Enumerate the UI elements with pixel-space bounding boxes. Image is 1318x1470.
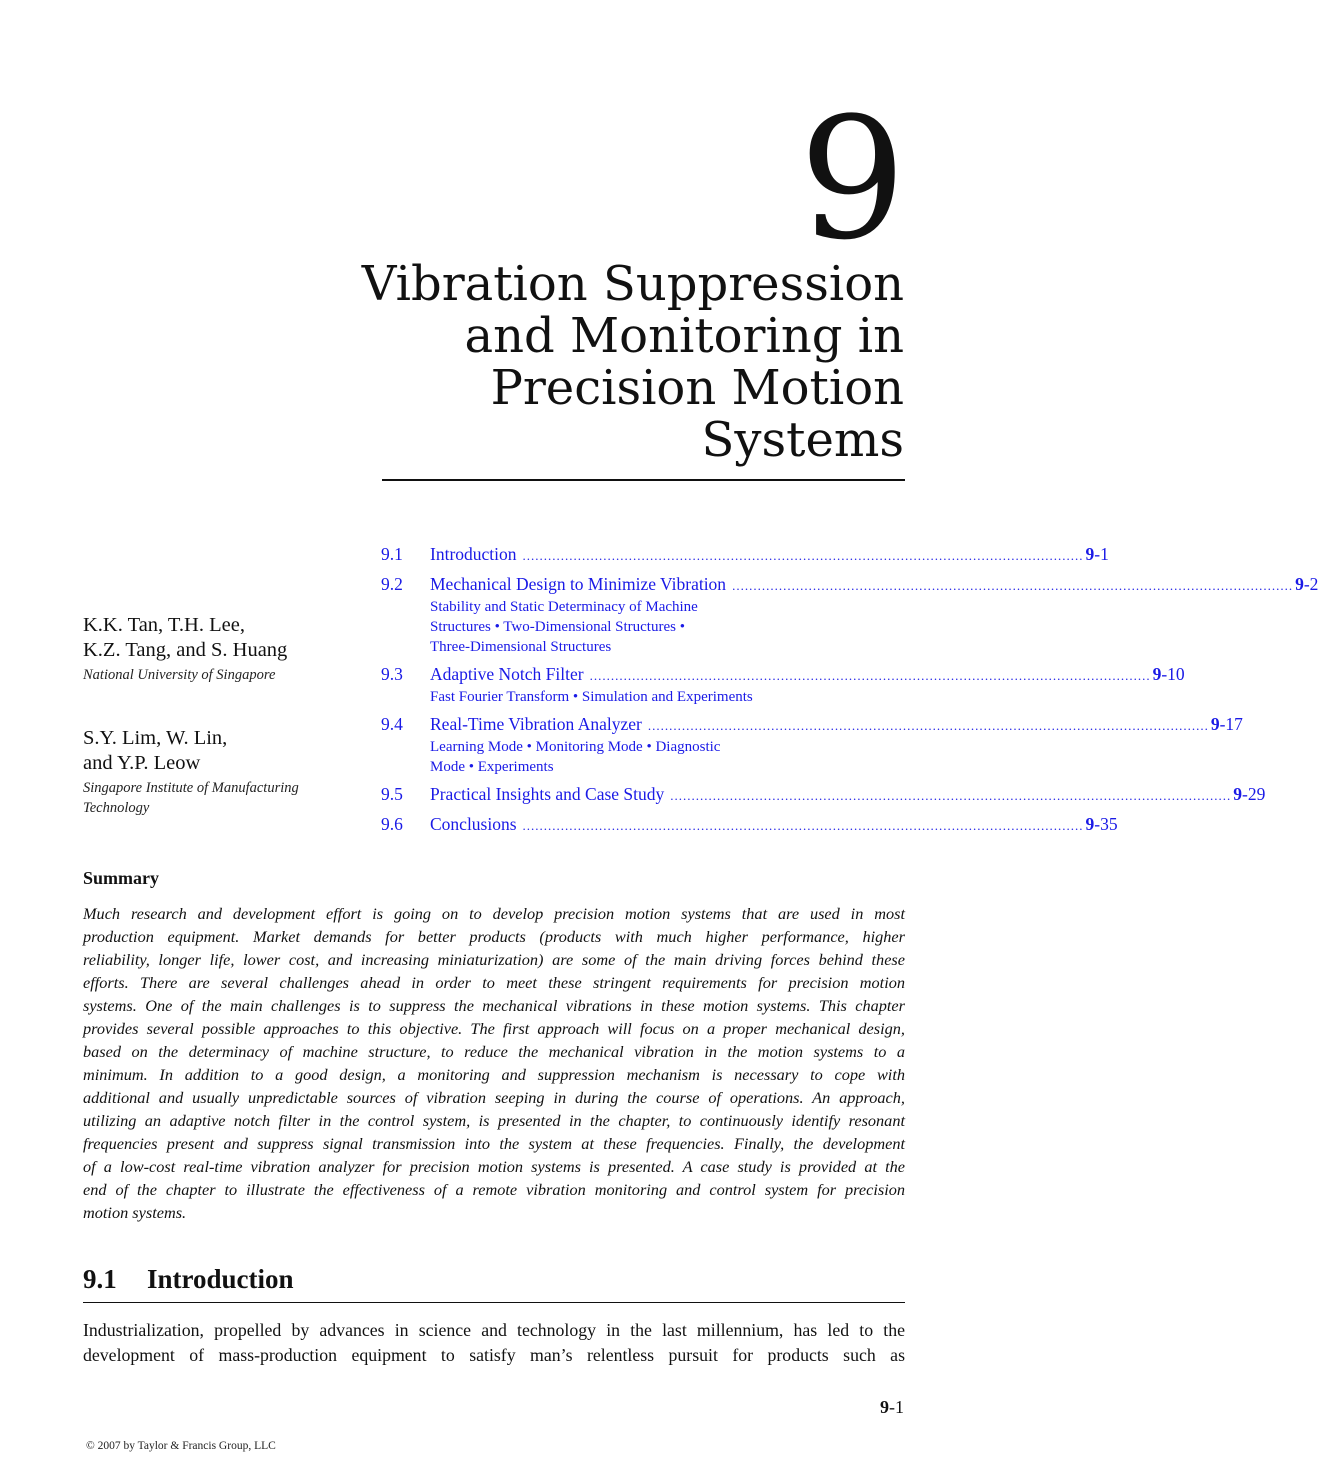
body-line: development of mass-production equipment to satisfy man’s relentless pursuit for products such as	[83, 1345, 905, 1365]
toc-leader: ....................................................................................................................................	[522, 818, 1084, 833]
toc-entry[interactable]	[381, 713, 1243, 777]
toc-number: 9.6	[381, 814, 403, 834]
toc-subsections[interactable]	[430, 687, 850, 707]
author-block	[83, 726, 383, 818]
toc-subsection-line[interactable]: Mode • Experiments	[430, 759, 554, 775]
chapter-title	[344, 258, 904, 466]
author-names	[83, 613, 383, 663]
toc-page[interactable]: 9-35	[1085, 814, 1118, 834]
author-names	[83, 726, 383, 776]
toc-entry[interactable]	[381, 663, 1185, 707]
toc-link[interactable]: Conclusions	[430, 814, 517, 834]
summary-line: provides several possible approaches to this objective. The first approach will focus on a proper mechanical design,	[83, 1019, 905, 1038]
toc-page[interactable]: 9-2	[1295, 574, 1318, 594]
chapter-title-line: Precision Motion	[490, 360, 904, 416]
toc-number: 9.2	[381, 574, 403, 594]
toc-link[interactable]: Real-Time Vibration Analyzer	[430, 714, 642, 734]
summary-line: minimum. In addition to a good design, a monitoring and suppression mechanism is necessary to cope with	[83, 1065, 905, 1084]
toc-link[interactable]: Practical Insights and Case Study	[430, 784, 665, 804]
copyright-notice: © 2007 by Taylor & Francis Group, LLC	[86, 1440, 276, 1452]
summary-line: utilizing an adaptive notch filter in the control system, is presented in the chapter, to continuously identify resonant	[83, 1111, 905, 1130]
toc-leader: ....................................................................................................................................	[522, 548, 1084, 563]
section-rule	[83, 1302, 905, 1303]
toc-page[interactable]: 9-17	[1210, 714, 1243, 734]
toc-link[interactable]: Adaptive Notch Filter	[430, 664, 584, 684]
author-names-line: and Y.P. Leow	[83, 752, 201, 774]
summary-line: systems. One of the main challenges is to suppress the mechanical vibrations in these motion systems. This chapter	[83, 996, 905, 1015]
toc-subsections[interactable]	[430, 737, 790, 777]
toc-leader: ....................................................................................................................................	[647, 718, 1209, 733]
summary-line: production equipment. Market demands for better products (products with much higher performance, higher	[83, 927, 905, 946]
chapter-title-line: and Monitoring in	[464, 308, 904, 364]
toc-subsection-line[interactable]: Fast Fourier Transform • Simulation and Experiments	[430, 689, 753, 705]
toc-link[interactable]: Introduction	[430, 544, 517, 564]
summary-line: based on the determinacy of machine structure, to reduce the mechanical vibration in the motion systems to a	[83, 1042, 905, 1061]
summary-line: additional and usually unpredictable sources of vibration seeping in during the course of operations. An approach,	[83, 1088, 905, 1107]
author-affiliation	[83, 778, 383, 818]
summary-text	[83, 902, 905, 1224]
chapter-title-line: Systems	[701, 412, 904, 468]
summary-line: frequencies present and suppress signal transmission into the system at these frequencies. Finally, the development	[83, 1134, 905, 1153]
affiliation-line: National University of Singapore	[83, 667, 276, 683]
table-of-contents	[381, 543, 1318, 843]
toc-subsection-line[interactable]: Stability and Static Determinacy of Machine	[430, 599, 698, 615]
toc-page[interactable]: 9-29	[1233, 784, 1266, 804]
author-names-line: K.K. Tan, T.H. Lee,	[83, 614, 245, 636]
section-body	[83, 1318, 905, 1368]
author-names-line: S.Y. Lim, W. Lin,	[83, 727, 228, 749]
summary-heading: Summary	[83, 868, 159, 888]
toc-subsections[interactable]	[430, 597, 790, 657]
toc-number: 9.4	[381, 714, 403, 734]
summary-line: efforts. There are several challenges ahead in order to meet these stringent requirements for precision motion	[83, 973, 905, 992]
toc-leader: ....................................................................................................................................	[589, 668, 1151, 683]
author-affiliation	[83, 665, 383, 685]
toc-entry[interactable]	[381, 783, 1266, 807]
body-line: Industrialization, propelled by advances in science and technology in the last millennium, has led to the	[83, 1320, 905, 1340]
summary-line: reliability, longer life, lower cost, and increasing miniaturization) are some of the main driving forces behind these	[83, 950, 905, 969]
toc-entry[interactable]	[381, 543, 1109, 567]
summary-line: of a low-cost real-time vibration analyzer for precision motion systems is presented. A case study is provided at the	[83, 1157, 905, 1176]
toc-subsection-line[interactable]: Three-Dimensional Structures	[430, 639, 612, 655]
toc-link[interactable]: Mechanical Design to Minimize Vibration	[430, 574, 727, 594]
toc-leader: ....................................................................................................................................	[670, 788, 1232, 803]
section-title: Introduction	[147, 1264, 294, 1294]
toc-number: 9.1	[381, 544, 403, 564]
author-names-line: K.Z. Tang, and S. Huang	[83, 639, 288, 661]
toc-entry[interactable]	[381, 813, 1118, 837]
summary-line: end of the chapter to illustrate the effectiveness of a remote vibration monitoring and control system for precision	[83, 1180, 905, 1199]
toc-page[interactable]: 9-1	[1085, 544, 1109, 564]
toc-leader: ....................................................................................................................................	[732, 578, 1294, 593]
toc-subsection-line[interactable]: Structures • Two-Dimensional Structures •	[430, 619, 685, 635]
page-number: 9-1	[880, 1397, 904, 1417]
chapter-title-line: Vibration Suppression	[361, 256, 904, 312]
author-block	[83, 613, 383, 685]
chapter-number: 9	[799, 81, 902, 277]
section-number: 9.1	[83, 1264, 117, 1294]
affiliation-line: Technology	[83, 800, 150, 816]
section-heading	[83, 1264, 294, 1295]
summary-line: motion systems.	[83, 1203, 187, 1222]
toc-subsection-line[interactable]: Learning Mode • Monitoring Mode • Diagnostic	[430, 739, 721, 755]
title-rule	[382, 479, 905, 481]
toc-page[interactable]: 9-10	[1152, 664, 1185, 684]
toc-entry[interactable]	[381, 573, 1318, 657]
toc-number: 9.5	[381, 784, 403, 804]
summary-line: Much research and development effort is going on to develop precision motion systems that are used in most	[83, 904, 905, 923]
affiliation-line: Singapore Institute of Manufacturing	[83, 780, 299, 796]
toc-number: 9.3	[381, 664, 403, 684]
